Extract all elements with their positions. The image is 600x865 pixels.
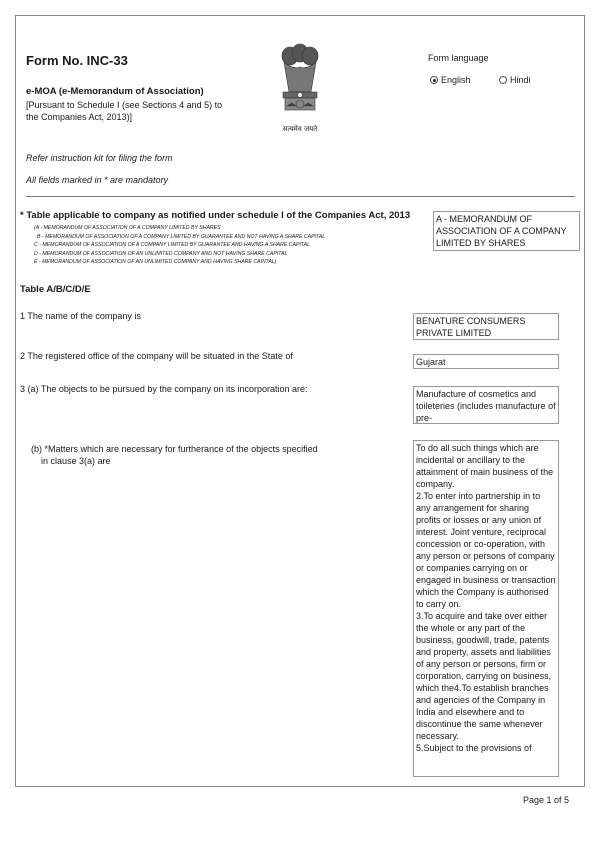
radio-hindi-label: Hindi [510, 75, 531, 85]
radio-english-label: English [441, 75, 471, 85]
pursuant-line-1: [Pursuant to Schedule I (see Sections 4 and 5) to [26, 100, 223, 110]
section-label: Table A/B/C/D/E [20, 284, 91, 295]
matters-label-line-1: (b) *Matters which are necessary for furtherance of the objects specified [31, 444, 318, 454]
divider [26, 196, 575, 197]
registered-office-label: 2 The registered office of the company will be situated in the State of [20, 351, 293, 361]
radio-english[interactable] [430, 75, 471, 85]
objects-field[interactable]: Manufacture of cosmetics and toileteries (includes manufacture of pre- [413, 386, 559, 424]
instruction-kit-link[interactable]: Refer instruction kit for filing the form [26, 153, 173, 163]
form-subtitle: e-MOA (e-Memorandum of Association) [26, 86, 204, 97]
national-emblem-icon [275, 40, 325, 136]
table-notes [34, 224, 404, 267]
page-number: Page 1 of 5 [523, 795, 570, 805]
pursuant-note [26, 99, 266, 123]
table-applicable-field[interactable]: A - MEMORANDUM OF ASSOCIATION OF A COMPANY LIMITED BY SHARES [433, 211, 580, 251]
radio-hindi-button[interactable] [499, 76, 507, 84]
radio-english-button[interactable] [430, 76, 438, 84]
table-note-e: E - MEMORANDUM OF ASSOCIATION OF AN UNLIMITED COMPANY AND HAVING SHARE CAPITAL) [34, 259, 277, 265]
radio-hindi[interactable] [499, 75, 531, 85]
pursuant-line-2: the Companies Act, 2013)] [26, 112, 133, 122]
objects-label: 3 (a) The objects to be pursued by the company on its incorporation are: [20, 384, 308, 394]
mandatory-note: All fields marked in * are mandatory [26, 175, 169, 185]
table-note-d: D - MEMORANDUM OF ASSOCIATION OF AN UNLIMITED COMPANY AND NOT HAVING SHARE CAPITAL [34, 250, 288, 257]
matters-field[interactable]: To do all such things which are incidental or ancillary to the attainment of main business of the company. 2.To enter into partnership in to any arrangement for sharing profits or losses or any union of interest. Joint venture, reciprocal concession or co-operation, with any person or persons of company or companies carrying on or engaged in business or transaction which the Company is authorised to carry on. 3.To acquire and take over either the whole or any part of the business, goodwill, trade, patents and property, assets and liabilities of any person or persons, firm or corporation, carrying on business, which the4.To establish branches and agencies of the Company in India and elsewhere and to discontinue the same whenever necessary. 5.Subject to the provisions of [413, 440, 559, 777]
table-note-a: (A - MEMORANDUM OF ASSOCIATION OF A COMPANY LIMITED BY SHARES [34, 225, 221, 231]
emblem-motto: सत्यमेव जयते [282, 125, 318, 133]
company-name-label: 1 The name of the company is [20, 311, 141, 321]
form-title: Form No. INC-33 [26, 53, 128, 68]
form-language-label: Form language [428, 53, 489, 63]
table-applicable-heading: * Table applicable to company as notified under schedule I of the Companies Act, 2013 [20, 210, 411, 221]
company-name-field[interactable]: BENATURE CONSUMERS PRIVATE LIMITED [413, 313, 559, 340]
table-note-c: C - MEMORANDUM OF ASSOCIATION OF A COMPANY LIMITED BY GUARANTEE AND HAVING A SHARE CAPITAL [34, 242, 311, 248]
table-note-b: B - MEMORANDUM OF ASSOCIATION OF A COMPANY LIMITED BY GUARANTEE AND NOT HAVING A SHARE CAPITAL [37, 233, 326, 240]
matters-label [31, 443, 351, 467]
matters-label-line-2: in clause 3(a) are [41, 456, 111, 466]
registered-office-field[interactable]: Gujarat [413, 354, 559, 369]
